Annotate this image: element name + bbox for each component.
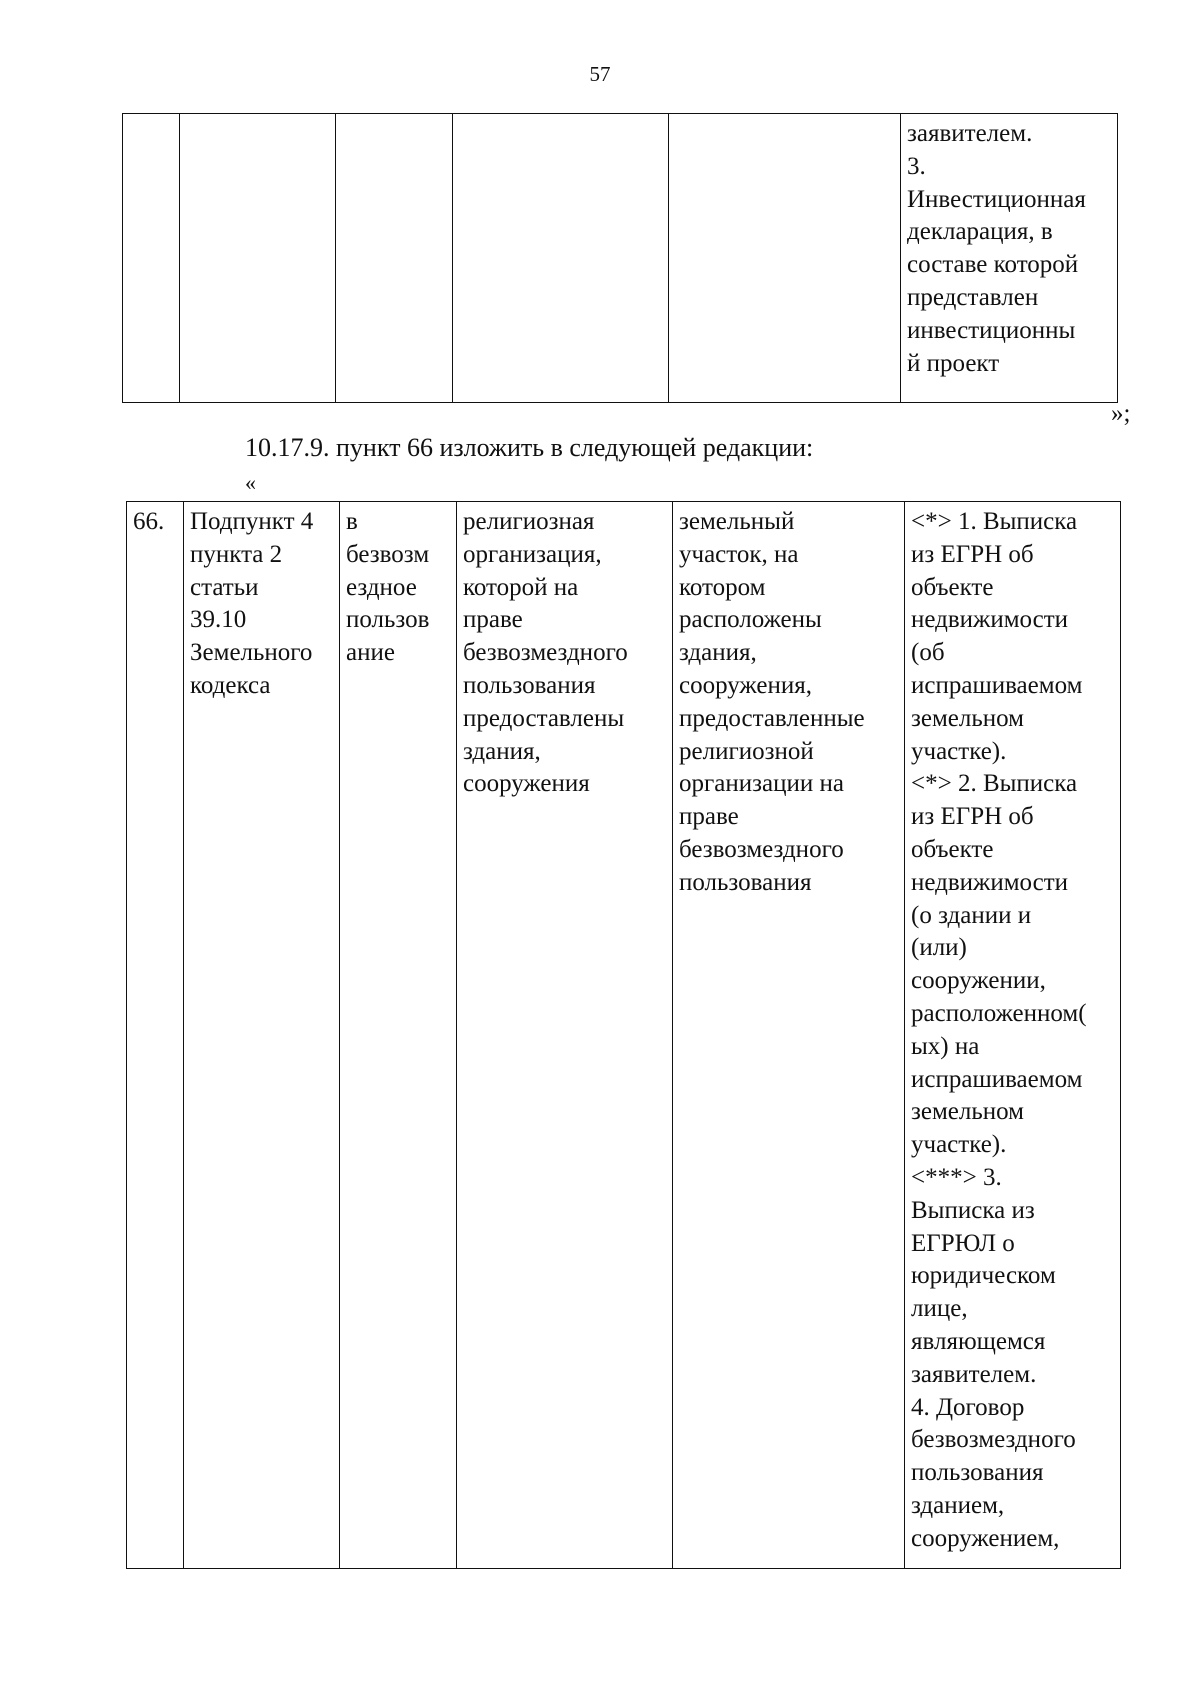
page-number: 57 <box>589 62 611 86</box>
table-cell-land-plot: земельный участок, на котором расположены здания, сооружения, предоставленные религиозной организации на праве безвозмездного пользования <box>673 502 905 1569</box>
amendment-instruction: 10.17.9. пункт 66 изложить в следующей редакции: <box>245 433 814 462</box>
table-cell-legal-basis: Подпункт 4 пункта 2 статьи 39.10 Земельного кодекса <box>184 502 340 1569</box>
table-cell-number <box>123 114 180 403</box>
table-cell-right-type: в безвозм ездное пользов ание <box>340 502 457 1569</box>
closing-quote: »; <box>1111 400 1131 427</box>
table-cell-land-plot <box>669 114 901 403</box>
table-cell-applicant <box>453 114 669 403</box>
table-cell-documents: <*> 1. Выписка из ЕГРН об объекте недвижимости (об испрашиваемом земельном участке). <*> 2. Выписка из ЕГРН об объекте недвижимости (о здании и (или) сооружении, расположенном( ых) на испрашиваемом земельном участке). <***> 3. Выписка из ЕГРЮЛ о юридическом лице, являющемся заявителем. 4. Договор безвозмездного пользования зданием, сооружением, <box>905 502 1121 1569</box>
table-cell-documents: заявителем. 3. Инвестиционная декларация, в составе которой представлен инвестиционны й проект <box>901 114 1118 403</box>
table-row <box>123 114 1118 403</box>
table-row <box>127 502 1121 1569</box>
opening-quote: « <box>245 470 256 495</box>
table-cell-right-type <box>336 114 453 403</box>
continued-table <box>122 113 1118 403</box>
table-cell-number: 66. <box>127 502 184 1569</box>
table-cell-applicant: религиозная организация, которой на праве безвозмездного пользования предоставлены здания, сооружения <box>457 502 673 1569</box>
item-66-table <box>126 501 1121 1569</box>
table-cell-legal-basis <box>180 114 336 403</box>
